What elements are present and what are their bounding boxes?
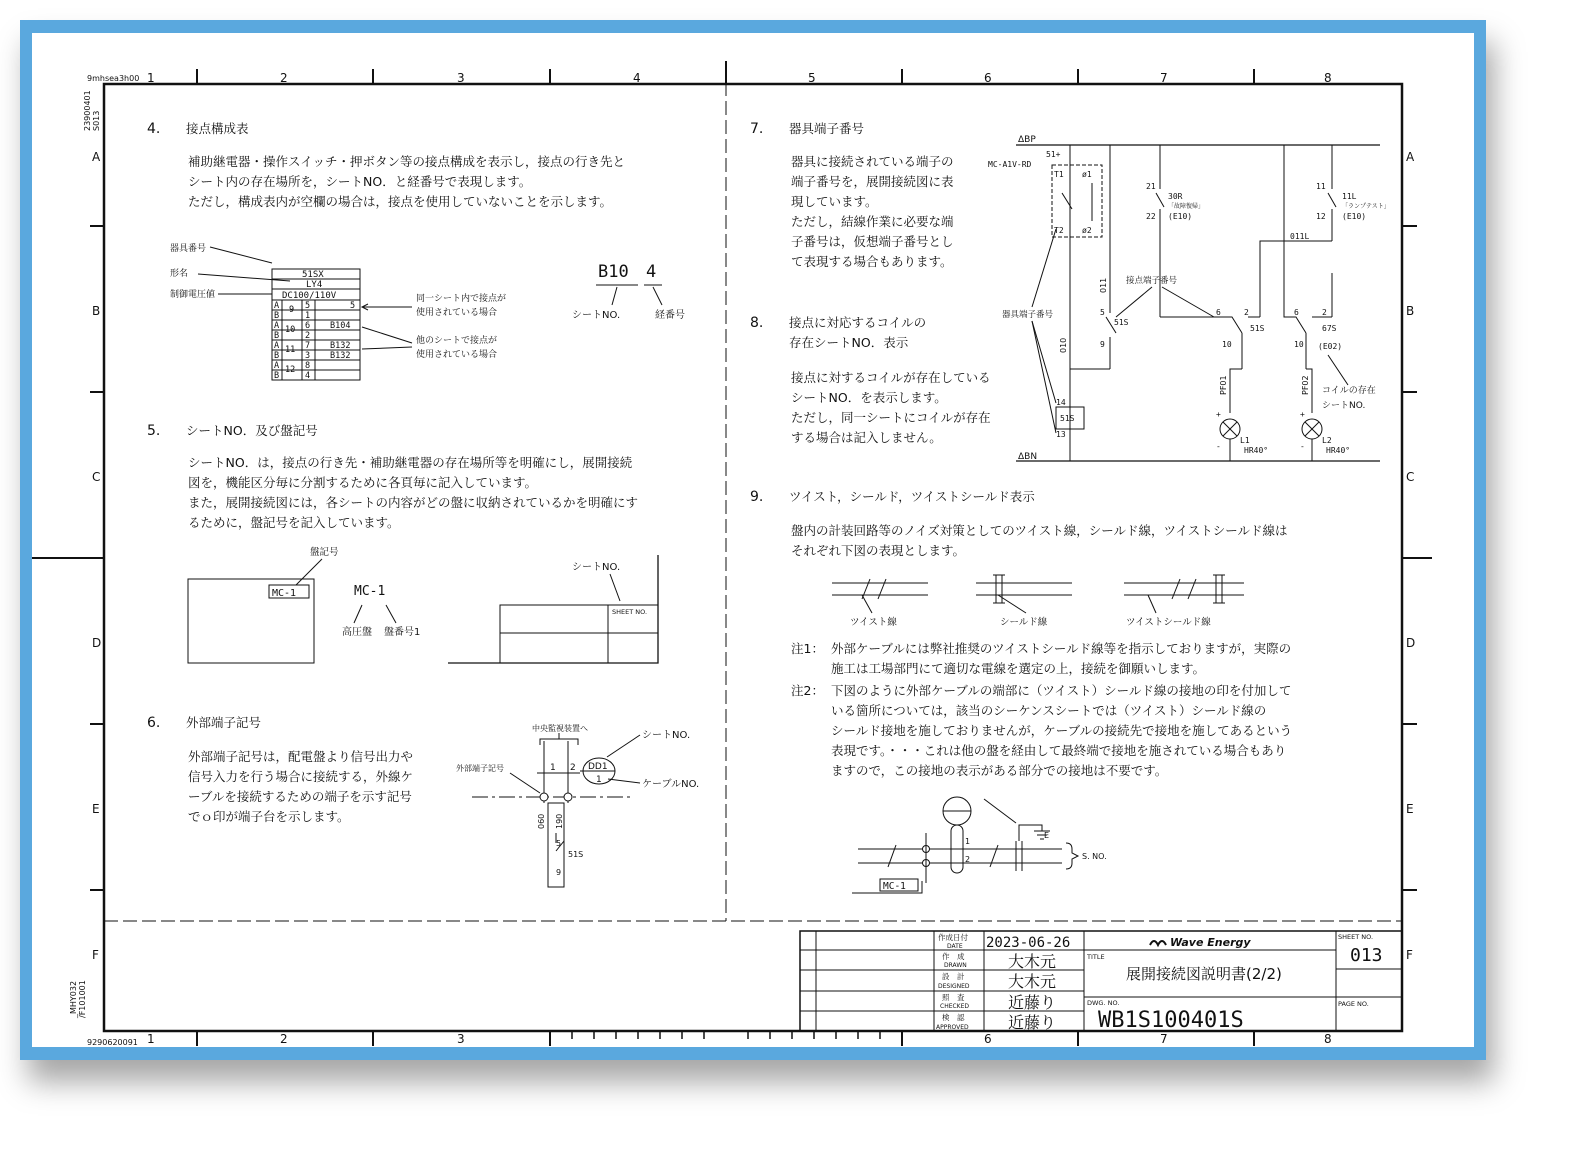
table-cell: 8: [305, 361, 311, 371]
note-other-sheet: 他のシートで接点が: [416, 336, 498, 346]
row-label: D: [92, 636, 102, 650]
body-line: 図を，機能区分毎に分割するために各頁毎に記入しています。: [188, 475, 538, 490]
body-line: でｏ印が端子台を示します。: [188, 809, 350, 824]
col-label: 7: [1160, 1032, 1168, 1046]
dwg-label: DWG. NO.: [1087, 999, 1120, 1007]
table-cell: B: [274, 311, 280, 321]
drawn-label-en: DRAWN: [944, 962, 967, 969]
label-twist: ツイスト線: [850, 617, 897, 628]
drawing-title: 展開接続図説明書(2/2): [1126, 965, 1282, 983]
contact-num: 9: [556, 868, 562, 877]
label-contact-terminal: 接点端子番号: [1126, 276, 1178, 286]
term-t1: T1: [1054, 170, 1064, 179]
section-title: 器具端子番号: [789, 121, 865, 136]
wire-011: 011: [1099, 277, 1108, 293]
term-21: 21: [1146, 182, 1156, 191]
contact-10b: 10: [1294, 340, 1304, 349]
term-22: 22: [1146, 212, 1156, 221]
body-line: シートNO．は，接点の行き先・補助継電器の存在場所等を明確にし，展開接続: [188, 455, 633, 470]
section-9: [750, 489, 1292, 893]
relay-11l: 11L: [1342, 192, 1357, 201]
body-line: ただし，同一シートにコイルが存在: [791, 410, 991, 425]
table-cell: B: [274, 331, 280, 341]
circuit-diagram: [988, 135, 1390, 462]
label-panel-no: 盤番号1: [384, 627, 421, 638]
ref-col-label: 経番号: [655, 310, 685, 321]
note-line: いる箇所については，該当のシーケンスシートでは（ツイスト）シールド線の: [831, 703, 1267, 718]
row-label: F: [92, 948, 99, 962]
row-label: A: [92, 150, 101, 164]
table-cell: 7: [305, 341, 311, 351]
term-a2: ø2: [1082, 226, 1092, 235]
table-cell: 2: [305, 331, 311, 341]
drawn-label: 作 成: [942, 952, 965, 961]
table-cell: A: [274, 301, 280, 311]
row-label: B: [92, 304, 101, 318]
body-line: 補助継電器・操作スイッチ・押ボタン等の接点構成を表示し，接点の行き先と: [188, 154, 626, 169]
col-label: 2: [280, 71, 288, 85]
col-label: 2: [280, 1032, 288, 1046]
section-8: [750, 315, 991, 445]
row-label: B: [1406, 304, 1415, 318]
lamp-l1: L1: [1240, 436, 1250, 445]
wire-011l: 011L: [1290, 232, 1310, 241]
plus-mark: +: [1300, 410, 1305, 419]
designed-by: 大木元: [1008, 972, 1057, 991]
wire-pf01: PF01: [1219, 375, 1228, 395]
table-cell: B: [274, 371, 280, 381]
label-device-terminal: 器具端子番号: [1002, 310, 1054, 320]
sheet-number: 013: [1350, 945, 1383, 966]
panel-code: MC-1: [354, 584, 386, 599]
section-title: ツイスト，シールド，ツイストシールド表示: [789, 489, 1035, 504]
relay-30r: 30R: [1168, 192, 1183, 201]
approved-label-en: APPROVED: [936, 1024, 969, 1031]
ref-example-sheet: B10: [598, 262, 629, 282]
label-shield: シールド線: [1000, 617, 1048, 628]
title-block: [800, 931, 1402, 1033]
section-title: シートNO．及び盤記号: [186, 423, 318, 438]
label-voltage: 制御電圧値: [170, 290, 216, 300]
note-line: 外部ケーブルには弊社推奨のツイストシールド線等を指示しておりますが，実際の: [831, 641, 1292, 656]
relay-label: 51S: [568, 850, 584, 859]
table-cell: B104: [330, 321, 351, 331]
relay-51s: 51S: [1114, 318, 1129, 327]
section-title: 接点に対応するコイルの: [789, 315, 927, 330]
label-device-no: 器具番号: [170, 244, 207, 254]
lamp-l2-type: HR40°: [1326, 446, 1351, 455]
col-label: 4: [633, 71, 641, 85]
ref-example-col: 4: [646, 262, 657, 282]
label-twist-shield: ツイストシールド線: [1126, 617, 1211, 628]
row-label: D: [1406, 636, 1416, 650]
note-other-sheet: 使用されている場合: [416, 350, 498, 360]
row-label: C: [92, 470, 101, 484]
section-title: 接点構成表: [186, 121, 249, 136]
note-line: 施工は工場部門にて適切な電線を選定の上，接続を御願いします。: [831, 661, 1206, 676]
section-number: 5.: [147, 423, 161, 439]
wire-pf02: PF02: [1301, 375, 1310, 395]
panel-tag: MC-1: [272, 588, 297, 599]
checked-label-en: CHECKED: [940, 1003, 970, 1010]
row-label: C: [1406, 470, 1415, 484]
col-label: 7: [1160, 71, 1168, 85]
contact-num: 5: [556, 839, 562, 848]
table-cell: B132: [330, 341, 351, 351]
side-code: /F101001: [78, 980, 87, 1018]
ruler-labels: [69, 71, 1415, 1047]
table-cell: B: [274, 351, 280, 361]
core-2: 2: [965, 855, 971, 864]
col-label: 6: [984, 1032, 992, 1046]
body-line: 器具に接続されている端子の: [791, 154, 954, 169]
body-line: シート内の存在場所を，シートNO．と経番号で表現します。: [188, 174, 532, 189]
sheet-label: SHEET NO.: [1338, 933, 1374, 941]
col-label: 6: [984, 71, 992, 85]
table-cell: 10: [285, 325, 296, 335]
section-6: [147, 715, 699, 887]
wire-no: 190: [555, 813, 564, 829]
term-a1: ø1: [1082, 170, 1092, 179]
wave-logo-icon: [1150, 941, 1166, 945]
label-sheet-no: シートNO.: [642, 730, 691, 741]
row-label: A: [1406, 150, 1415, 164]
minus-mark: -: [1300, 442, 1305, 451]
mc-label: MC-A1V-RD: [988, 160, 1032, 169]
label-ext-terminal: 外部端子記号: [456, 764, 504, 773]
note-line: ますので，この接地の表示がある部分での接地は不要です。: [831, 763, 1168, 778]
col-label: 1: [147, 1032, 155, 1046]
col-label: 3: [457, 71, 465, 85]
table-type: LY4: [306, 280, 323, 290]
date-label-en: DATE: [947, 943, 963, 950]
panel-tag: MC-1: [883, 881, 906, 892]
note-line: シールド接地を施しておりませんが，ケーブルの接続先で接地を施してあるという: [831, 723, 1293, 738]
wire-no: 060: [537, 813, 546, 829]
note-same-sheet: 同一シート内で接点が: [416, 294, 507, 304]
table-cell: 3: [305, 351, 311, 361]
body-line: るために，盤記号を記入しています。: [188, 515, 400, 530]
body-line: 外部端子記号は，配電盤より信号出力や: [188, 749, 414, 764]
body-line: 盤内の計装回路等のノイズ対策としてのツイスト線，シールド線，ツイストシールド線は: [791, 523, 1288, 538]
core-1: 1: [965, 837, 971, 846]
section-title: 外部端子記号: [186, 715, 262, 730]
title-label: TITLE: [1087, 953, 1105, 961]
section-number: 6.: [147, 715, 161, 731]
section-number: 4.: [147, 121, 161, 137]
table-cell: A: [274, 341, 280, 351]
side-code: S013: [92, 110, 101, 131]
body-line: ただし，構成表内が空欄の場合は，接点を使用していないことを示します。: [188, 194, 613, 209]
section-4: [147, 121, 685, 381]
lamp-l2: L2: [1322, 436, 1332, 445]
term-11: 11: [1316, 182, 1326, 191]
body-line: する場合は記入しません。: [791, 430, 942, 445]
bus-bn: ΔBN: [1018, 452, 1038, 462]
designed-label: 設 計: [942, 972, 965, 981]
table-cell: 12: [285, 365, 296, 375]
table-cell: A: [274, 361, 280, 371]
ref-sheet-label: シートNO.: [572, 310, 621, 321]
table-cell: 5: [305, 301, 311, 311]
table-cell: 11: [285, 345, 296, 355]
term-12: 12: [1316, 212, 1326, 221]
contact-10a: 10: [1222, 340, 1232, 349]
table-voltage: DC100/110V: [282, 291, 337, 301]
body-line: シートNO．を表示します。: [791, 390, 947, 405]
top-code: 9mhsea3h00: [87, 74, 140, 83]
section-number: 9.: [750, 489, 764, 505]
col-label: 5: [808, 71, 816, 85]
note-line: 下図のように外部ケーブルの端部に（ツイスト）シールド線の接地の印を付加して: [831, 683, 1292, 698]
terminal-2: 2: [570, 763, 576, 773]
minus-mark: -: [1216, 442, 1221, 451]
body-line: 子番号は，仮想端子番号とし: [791, 234, 954, 249]
shield-sheet-no: S. NO.: [1082, 852, 1107, 861]
section-number: 8.: [750, 315, 764, 331]
approved-label: 検 認: [942, 1013, 965, 1022]
ref-e02: (E02): [1318, 342, 1343, 351]
table-cell: B132: [330, 351, 351, 361]
col-label: 8: [1324, 1032, 1332, 1046]
body-line: それぞれ下図の表現とします。: [791, 543, 966, 558]
contact-6b: 6: [1294, 308, 1299, 317]
contact-2b: 2: [1322, 308, 1327, 317]
body-line: て表現する場合もあります。: [791, 254, 953, 269]
relay-30r-note: 「故障復帰」: [1168, 203, 1205, 210]
note-line: 表現です。・・・これは他の盤を経由して最終端で接地を施されている場合もあり: [831, 743, 1287, 758]
relay-51s-b: 51S: [1250, 324, 1265, 333]
body-line: 端子番号を，展開接続図に表: [791, 174, 954, 189]
terminal-1: 1: [550, 763, 556, 773]
label-coil-sheet: コイルの存在: [1322, 386, 1376, 396]
date-label: 作成日付: [938, 933, 968, 942]
body-line: 接点に対するコイルが存在している: [791, 370, 991, 385]
row-label: E: [1406, 802, 1414, 816]
lamp-l1-type: HR40°: [1244, 446, 1269, 455]
bottom-code: 9290620091: [87, 1038, 138, 1047]
note-same-sheet: 使用されている場合: [416, 308, 498, 318]
side-code: 23900401: [83, 90, 92, 131]
body-line: 信号入力を行う場合に接続する，外線ケ: [188, 769, 414, 784]
sheet-no-box-label: SHEET NO.: [612, 608, 648, 616]
body-line: 現しています。: [791, 194, 878, 209]
table-cell: 4: [305, 371, 311, 381]
table-device: 51SX: [302, 270, 324, 280]
checked-label: 照 査: [942, 993, 965, 1002]
col-label: 3: [457, 1032, 465, 1046]
body-line: ーブルを接続するための端子を示す記号: [188, 789, 412, 804]
ref-e10: (E10): [1168, 212, 1193, 221]
section-title: 存在シートNO．表示: [789, 335, 909, 350]
section-7: [750, 121, 954, 269]
coil-51s: 51S: [1060, 414, 1075, 423]
label-central-monitor: 中央監視装置へ: [532, 724, 588, 733]
body-line: ただし，結線作業に必要な端: [791, 214, 954, 229]
drawing-svg: [32, 33, 1474, 1047]
table-cell: 1: [305, 311, 311, 321]
relay-67s: 67S: [1322, 324, 1337, 333]
label-hv-panel: 高圧盤: [342, 627, 372, 638]
bus-bp: ΔBP: [1018, 135, 1036, 145]
col-label: 8: [1324, 71, 1332, 85]
ground-e: E: [1044, 831, 1050, 840]
body-line: また，展開接続図には，各シートの内容がどの盤に収納されているかを明確にす: [188, 495, 639, 510]
row-label: E: [92, 802, 100, 816]
table-cell: 9: [289, 305, 295, 315]
note-heading: 注1：: [791, 641, 824, 656]
section-5: [147, 423, 658, 663]
approved-by: 近藤り: [1008, 1013, 1057, 1032]
label-sheet-no: シートNO.: [572, 562, 621, 573]
ref-e10b: (E10): [1342, 212, 1367, 221]
note-heading: 注2：: [791, 683, 824, 698]
contact-table: [272, 269, 360, 381]
cable-core: 1: [596, 775, 602, 785]
label-cable-no: ケーブルNO.: [642, 779, 700, 790]
row-label: F: [1406, 948, 1413, 962]
relay-11l-note: 「ランプテスト」: [1342, 203, 1390, 210]
col-label: 1: [147, 71, 155, 85]
table-cell: 6: [305, 321, 311, 331]
label-coil-sheet: シートNO.: [1322, 401, 1366, 411]
designed-label-en: DESIGNED: [938, 983, 970, 990]
cable-id: DD1: [588, 762, 608, 772]
wire-010: 010: [1059, 337, 1068, 353]
table-cell: A: [274, 321, 280, 331]
contact-2a: 2: [1244, 308, 1249, 317]
page-label: PAGE NO.: [1338, 1000, 1369, 1008]
plus-mark: +: [1216, 410, 1221, 419]
drawing-number: WB1S100401S: [1098, 1008, 1244, 1033]
term-51: 51+: [1046, 150, 1061, 159]
table-cell: 5: [350, 301, 356, 311]
date-value: 2023-06-26: [986, 935, 1071, 951]
coil-term-14: 14: [1056, 398, 1066, 407]
coil-term-13: 13: [1056, 430, 1066, 439]
label-panel-symbol: 盤記号: [310, 547, 339, 558]
company-name: Wave Energy: [1170, 936, 1251, 949]
label-type: 形名: [170, 269, 189, 279]
drawn-by: 大木元: [1008, 952, 1057, 971]
checked-by: 近藤り: [1008, 993, 1057, 1012]
contact-9: 9: [1100, 340, 1105, 349]
term-t2: T2: [1054, 226, 1064, 235]
section-number: 7.: [750, 121, 764, 137]
side-code: _MHY032: [69, 980, 78, 1018]
contact-5: 5: [1100, 308, 1105, 317]
drawing-sheet: [32, 33, 1474, 1047]
contact-6a: 6: [1216, 308, 1221, 317]
